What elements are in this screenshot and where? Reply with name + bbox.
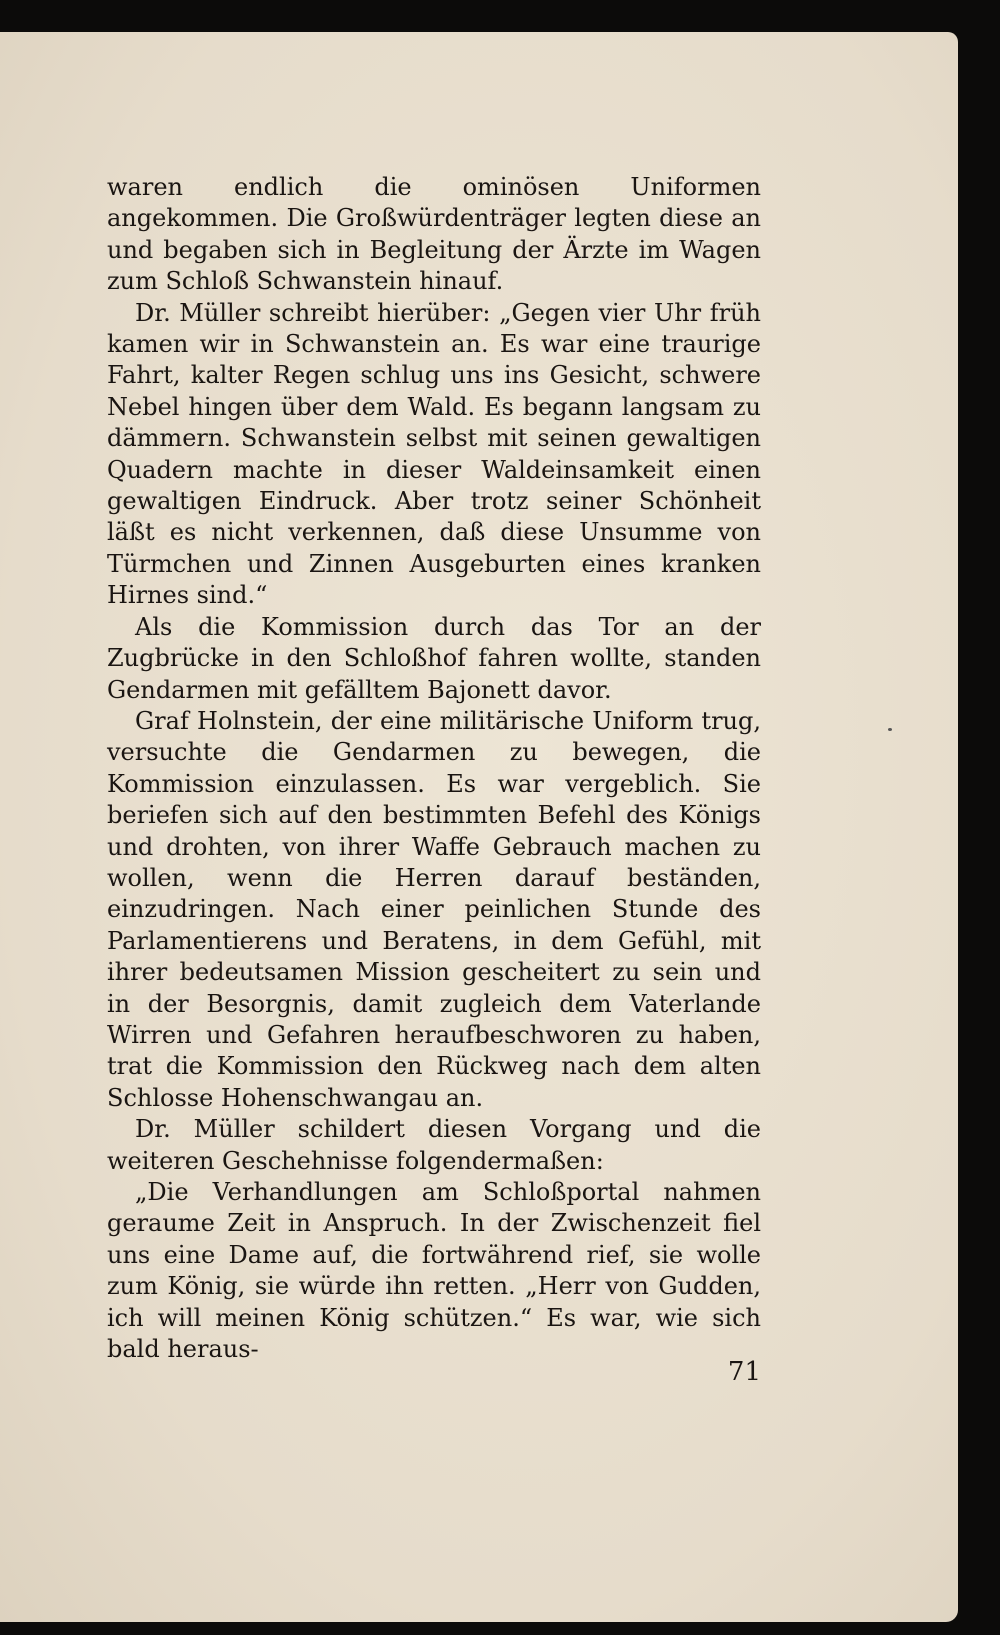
paragraph-3: Als die Kommission durch das Tor an der Zugbrücke in den Schloßhof fahren wollte, standen Gendarmen mit gefälltem Bajonett davor. [107,612,761,704]
paragraph-1: waren endlich die ominösen Uniformen angekommen. Die Großwürdenträger legten diese an und begaben sich in Begleitung der Ärzte im Wagen zum Schloß Schwanstein hinauf. [107,173,761,296]
paper-speck [888,728,892,731]
paragraph-5: Dr. Müller schildert diesen Vorgang und die weiteren Geschehnisse folgendermaßen: [107,1115,761,1175]
page-number: 71 [727,1357,761,1387]
paragraph-6: „Die Verhandlungen am Schloßportal nahmen geraume Zeit in Anspruch. In der Zwischenzeit fiel uns eine Dame auf, die fortwährend rief, sie wolle zum König, sie würde ihn retten. „Herr von Gudden, ich will meinen König schützen.“ Es war, wie sich bald heraus- [107,1178,761,1364]
paragraph-2: Dr. Müller schreibt hierüber: „Gegen vier Uhr früh kamen wir in Schwanstein an. Es war eine traurige Fahrt, kalter Regen schlug uns ins Gesicht, schwere Nebel hingen über dem Wald. Es begann langsam zu dämmern. Schwanstein selbst mit seinen gewaltigen Quadern machte in dieser Waldeinsamkeit einen gewaltigen Eindruck. Aber trotz seiner Schönheit läßt es nicht verkennen, daß diese Unsumme von Türmchen und Zinnen Ausgeburten eines kranken Hirnes sind.“ [107,298,761,610]
paragraph-4: Graf Holnstein, der eine militärische Uniform trug, versuchte die Gendarmen zu bewegen, die Kommission einzulassen. Es war vergeblich. Sie beriefen sich auf den bestimmten Befehl des Königs und drohten, von ihrer Waffe Gebrauch machen zu wollen, wenn die Herren darauf beständen, einzudringen. Nach einer peinlichen Stunde des Parlamentierens und Beratens, in dem Gefühl, mit ihrer bedeutsamen Mission gescheitert zu sein und in der Besorgnis, damit zugleich dem Vaterlande Wirren und Gefahren heraufbeschworen zu haben, trat die Kommission den Rückweg nach dem alten Schlosse Hohenschwangau an. [107,706,761,1112]
body-text [107,172,761,1365]
book-page [0,32,958,1622]
